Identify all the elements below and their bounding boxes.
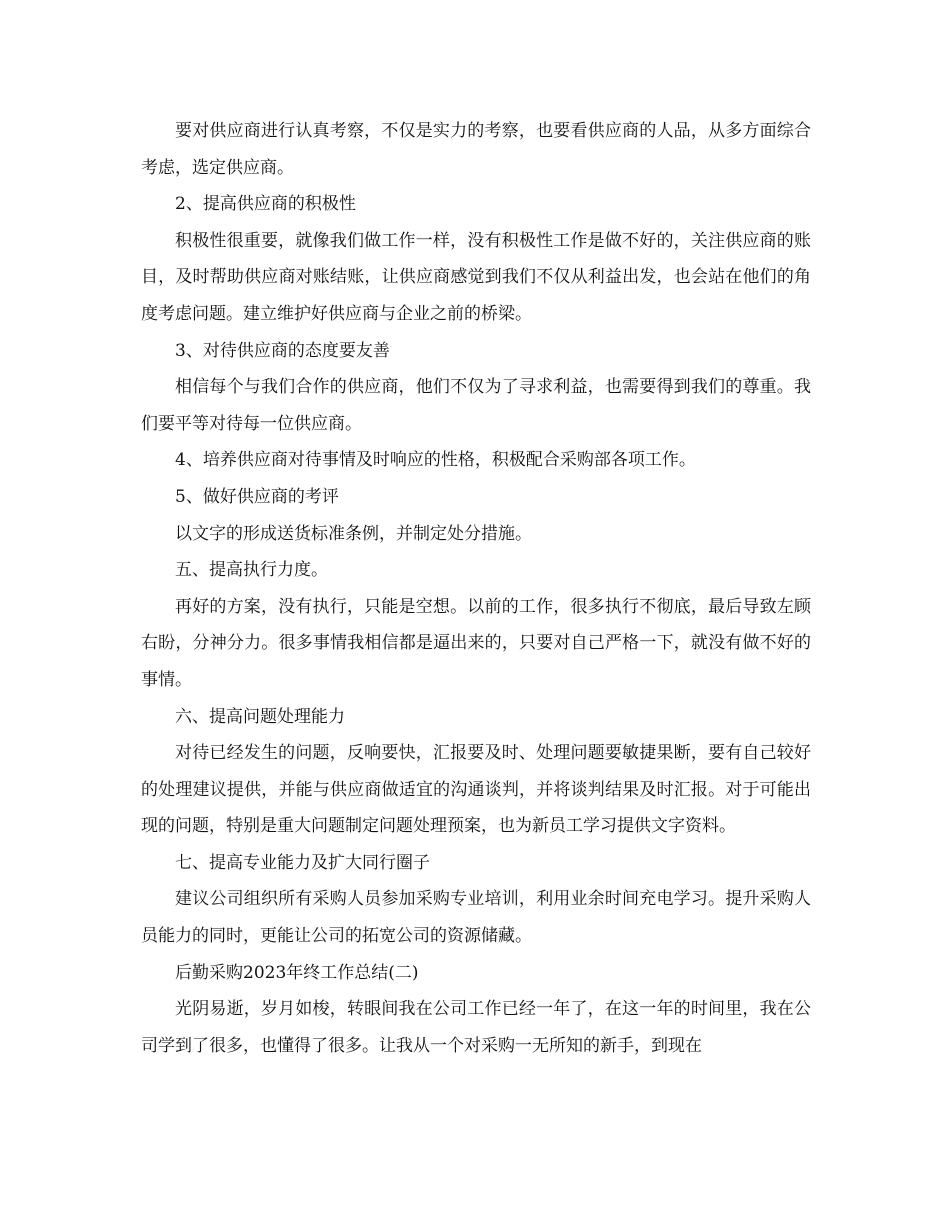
paragraph-execution: 再好的方案，没有执行，只能是空想。以前的工作，很多执行不彻底，最后导致左顾右盼，分神分力。很多事情我相信都是逼出来的，只要对自己严格一下，就没有做不好的事情。: [141, 596, 811, 690]
paragraph-annual-summary-intro: 光阴易逝，岁月如梭，转眼间我在公司工作已经一年了，在这一年的时间里，我在公司学到了很多，也懂得了很多。让我从一个对采购一无所知的新手，到现在: [141, 999, 811, 1056]
heading-annual-summary-two: 后勤采购2023年终工作总结(二): [175, 962, 419, 983]
heading-professional-ability: 七、提高专业能力及扩大同行圈子: [175, 852, 430, 873]
paragraph-supplier-evaluation: 以文字的形成送货标准条例，并制定处分措施。: [175, 523, 532, 544]
heading-execution: 五、提高执行力度。: [175, 560, 328, 581]
heading-problem-handling: 六、提高问题处理能力: [175, 706, 345, 727]
heading-supplier-response: 4、培养供应商对待事情及时响应的性格，积极配合采购部各项工作。: [175, 450, 696, 471]
heading-supplier-enthusiasm: 2、提高供应商的积极性: [175, 194, 356, 215]
document-body: [141, 113, 811, 1064]
heading-supplier-attitude: 3、对待供应商的态度要友善: [175, 340, 390, 361]
paragraph-supplier-inspection: 要对供应商进行认真考察，不仅是实力的考察，也要看供应商的人品，从多方面综合考虑，选定供应商。: [141, 121, 811, 178]
paragraph-supplier-enthusiasm: 积极性很重要，就像我们做工作一样，没有积极性工作是做不好的，关注供应商的账目，及时帮助供应商对账结账，让供应商感觉到我们不仅从利益出发，也会站在他们的角度考虑问题。建立维护好供应商与企业之前的桥梁。: [141, 230, 811, 324]
paragraph-supplier-attitude: 相信每个与我们合作的供应商，他们不仅为了寻求利益，也需要得到我们的尊重。我们要平等对待每一位供应商。: [141, 377, 811, 434]
paragraph-problem-handling: 对待已经发生的问题，反响要快，汇报要及时、处理问题要敏捷果断，要有自己较好的处理建议提供，并能与供应商做适宜的沟通谈判，并将谈判结果及时汇报。对于可能出现的问题，特别是重大问题制定问题处理预案，也为新员工学习提供文字资料。: [141, 743, 811, 837]
paragraph-professional-ability: 建议公司组织所有采购人员参加采购专业培训，利用业余时间充电学习。提升采购人员能力的同时，更能让公司的拓宽公司的资源储藏。: [141, 889, 811, 947]
heading-supplier-evaluation: 5、做好供应商的考评: [175, 486, 339, 507]
